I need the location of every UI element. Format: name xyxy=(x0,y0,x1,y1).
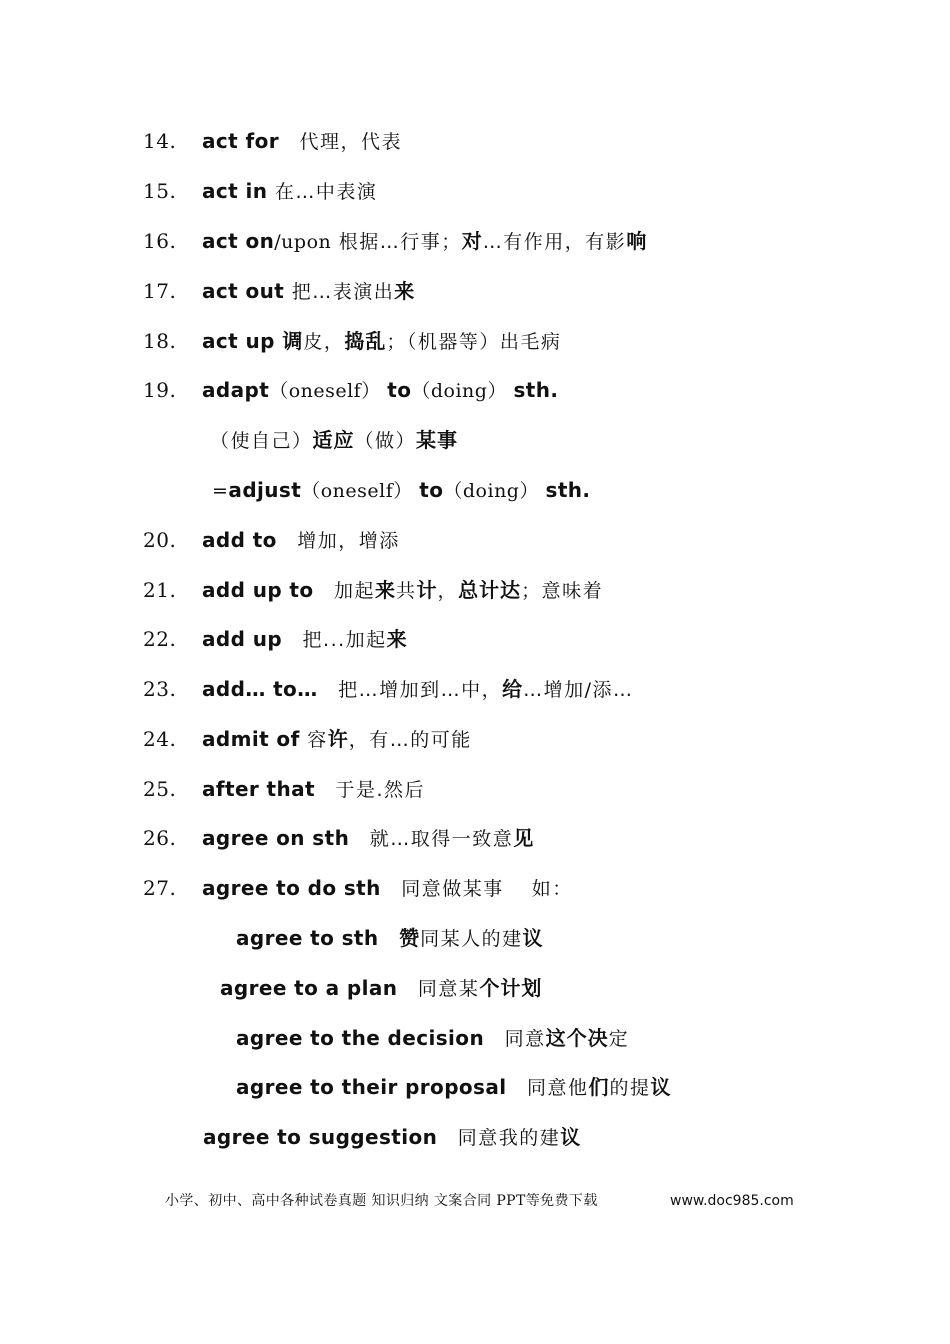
entry-phrase: add up xyxy=(202,627,283,651)
entry-text xyxy=(202,774,425,805)
entry-meaning: 来 xyxy=(386,627,408,651)
entry-placeholder: （oneself） xyxy=(301,480,420,502)
entry-meaning: 把...加起 xyxy=(282,629,387,651)
entry-phrase: act in xyxy=(202,179,268,203)
entry-meaning: 个计划 xyxy=(479,976,543,1000)
entry-line xyxy=(0,774,950,804)
entry-line xyxy=(0,326,950,356)
entry-meaning: ；意味着 xyxy=(521,580,604,602)
entry-meaning: 于是.然后 xyxy=(315,779,426,801)
entry-meaning: 同意我的建 xyxy=(437,1127,561,1149)
entry-meaning: 同意他 xyxy=(506,1077,589,1099)
entry-number: 21. xyxy=(143,578,177,602)
entry-number: 24. xyxy=(143,727,177,751)
entry-meaning: 赞 xyxy=(399,926,421,950)
entry-meaning: ，有…的可能 xyxy=(348,729,472,751)
entry-meaning: 皮， xyxy=(303,331,345,353)
entry-number: 17. xyxy=(143,279,177,303)
entry-number: 25. xyxy=(143,777,177,801)
entry-line xyxy=(0,575,950,605)
entry-meaning: （做） xyxy=(354,430,417,452)
entry-meaning: 同意做某事 如： xyxy=(380,878,573,900)
entry-meaning: 见 xyxy=(513,826,535,850)
footer-url[interactable]: www.doc985.com xyxy=(670,1193,794,1209)
entry-meaning: 代理，代表 xyxy=(278,131,402,153)
entry-meaning: 在…中表演 xyxy=(267,181,378,203)
entry-placeholder: = xyxy=(212,480,229,502)
entry-meaning: 来 xyxy=(375,578,397,602)
entry-line xyxy=(0,923,950,953)
entry-number: 20. xyxy=(143,528,177,552)
entry-text xyxy=(202,674,634,705)
entry-meaning: 计 xyxy=(416,578,438,602)
entry-phrase: adjust xyxy=(228,478,302,502)
entry-phrase: sth. xyxy=(545,478,591,502)
entry-meaning: …有作用，有影 xyxy=(482,231,627,253)
entry-phrase: add… to… xyxy=(202,677,318,701)
entry-text xyxy=(202,276,415,307)
entry-phrase: to xyxy=(419,478,444,502)
entry-phrase: admit of xyxy=(202,727,300,751)
entry-line xyxy=(0,1072,950,1102)
entry-meaning: 来 xyxy=(394,279,416,303)
entry-meaning: 就…取得一致意 xyxy=(349,828,514,850)
entry-meaning: 响 xyxy=(626,229,648,253)
entry-text xyxy=(212,475,590,506)
entry-meaning: ， xyxy=(437,580,459,602)
entry-meaning: 议 xyxy=(650,1075,672,1099)
entry-line xyxy=(0,375,950,405)
entry-placeholder: （oneself） xyxy=(269,380,388,402)
entry-line xyxy=(0,276,950,306)
entry-meaning: 们 xyxy=(588,1075,610,1099)
entry-meaning: 同某人的建 xyxy=(420,928,523,950)
entry-phrase: act on xyxy=(202,229,275,253)
entry-number: 27. xyxy=(143,876,177,900)
entry-phrase: agree to suggestion xyxy=(203,1125,438,1149)
entry-meaning: …增加/添… xyxy=(523,679,634,701)
entry-phrase: to xyxy=(387,378,412,402)
footer xyxy=(165,1188,794,1214)
entry-number: 14. xyxy=(143,129,177,153)
entry-text xyxy=(202,126,402,157)
entry-number: 16. xyxy=(143,229,177,253)
entry-meaning: 把…表演出 xyxy=(284,281,395,303)
entry-phrase: act for xyxy=(202,129,279,153)
entry-line xyxy=(0,126,950,156)
entry-placeholder: /upon xyxy=(274,231,332,253)
entry-line xyxy=(0,176,950,206)
entry-phrase: agree to their proposal xyxy=(236,1075,507,1099)
entry-text xyxy=(202,375,558,406)
entry-number: 26. xyxy=(143,826,177,850)
entry-text xyxy=(236,923,544,954)
entry-phrase: sth. xyxy=(513,378,559,402)
entry-line xyxy=(0,674,950,704)
entry-phrase: act out xyxy=(202,279,285,303)
entry-phrase: add to xyxy=(202,528,277,552)
entry-number: 18. xyxy=(143,329,177,353)
entry-line xyxy=(0,425,950,455)
entry-phrase: agree on sth xyxy=(202,826,350,850)
entry-meaning: 对 xyxy=(461,229,483,253)
entry-phrase: agree to do sth xyxy=(202,876,381,900)
entry-number: 19. xyxy=(143,378,177,402)
entry-meaning: 总计达 xyxy=(458,578,522,602)
entry-text xyxy=(202,724,472,755)
entry-meaning: 议 xyxy=(522,926,544,950)
entry-meaning: 根据…行事； xyxy=(331,231,462,253)
entry-text xyxy=(202,226,647,257)
entry-meaning: 许 xyxy=(327,727,349,751)
entry-placeholder: （doing） xyxy=(411,380,514,402)
entry-line xyxy=(0,823,950,853)
entry-meaning: 捣乱 xyxy=(344,329,387,353)
entry-text xyxy=(202,525,400,556)
entry-line xyxy=(0,724,950,754)
entry-meaning: 定 xyxy=(608,1028,630,1050)
entry-meaning: 适应 xyxy=(312,428,355,452)
entry-text xyxy=(202,823,534,854)
entry-line xyxy=(0,973,950,1003)
entry-text xyxy=(202,873,573,904)
entry-meaning: 共 xyxy=(396,580,417,602)
entry-meaning xyxy=(379,928,400,950)
entry-meaning: 调 xyxy=(282,329,304,353)
entry-meaning: ；（机器等）出毛病 xyxy=(386,331,562,353)
entry-line xyxy=(0,226,950,256)
entry-phrase: add up to xyxy=(202,578,314,602)
entry-meaning: 增加，增添 xyxy=(276,530,400,552)
entry-text xyxy=(202,176,377,207)
entry-text xyxy=(236,1072,672,1103)
entry-meaning: 容 xyxy=(299,729,328,751)
entry-placeholder: （doing） xyxy=(443,480,546,502)
entry-line xyxy=(0,624,950,654)
entry-phrase: agree to the decision xyxy=(236,1026,485,1050)
entry-text xyxy=(202,624,408,655)
entry-meaning: 同意某 xyxy=(397,978,480,1000)
entry-meaning: 议 xyxy=(560,1125,582,1149)
entry-phrase: agree to a plan xyxy=(220,976,398,1000)
entry-meaning: 把…增加到…中， xyxy=(317,679,503,701)
entry-phrase: act up xyxy=(202,329,275,353)
entry-text xyxy=(202,575,603,606)
entry-meaning: 某事 xyxy=(416,428,459,452)
entry-meaning: 加起 xyxy=(313,580,376,602)
entry-line xyxy=(0,475,950,505)
entry-text xyxy=(210,425,458,456)
entry-line xyxy=(0,873,950,903)
entry-number: 22. xyxy=(143,627,177,651)
entry-text xyxy=(220,973,542,1004)
entry-phrase: agree to sth xyxy=(236,926,379,950)
entry-meaning: 给 xyxy=(502,677,524,701)
entry-phrase: after that xyxy=(202,777,316,801)
footer-text: 小学、初中、高中各种试卷真题 知识归纳 文案合同 PPT等免费下载 xyxy=(165,1193,598,1209)
entry-meaning: （使自己） xyxy=(210,430,313,452)
entry-number: 15. xyxy=(143,179,177,203)
entry-text xyxy=(203,1122,581,1153)
entry-text xyxy=(202,326,561,357)
entry-meaning: 这个决 xyxy=(545,1026,609,1050)
entry-line xyxy=(0,525,950,555)
entry-number: 23. xyxy=(143,677,177,701)
entry-line xyxy=(0,1122,950,1152)
entry-meaning: 的提 xyxy=(609,1077,651,1099)
entry-phrase: adapt xyxy=(202,378,270,402)
entry-text xyxy=(236,1023,629,1054)
entry-line xyxy=(0,1023,950,1053)
entry-meaning: 同意 xyxy=(484,1028,546,1050)
